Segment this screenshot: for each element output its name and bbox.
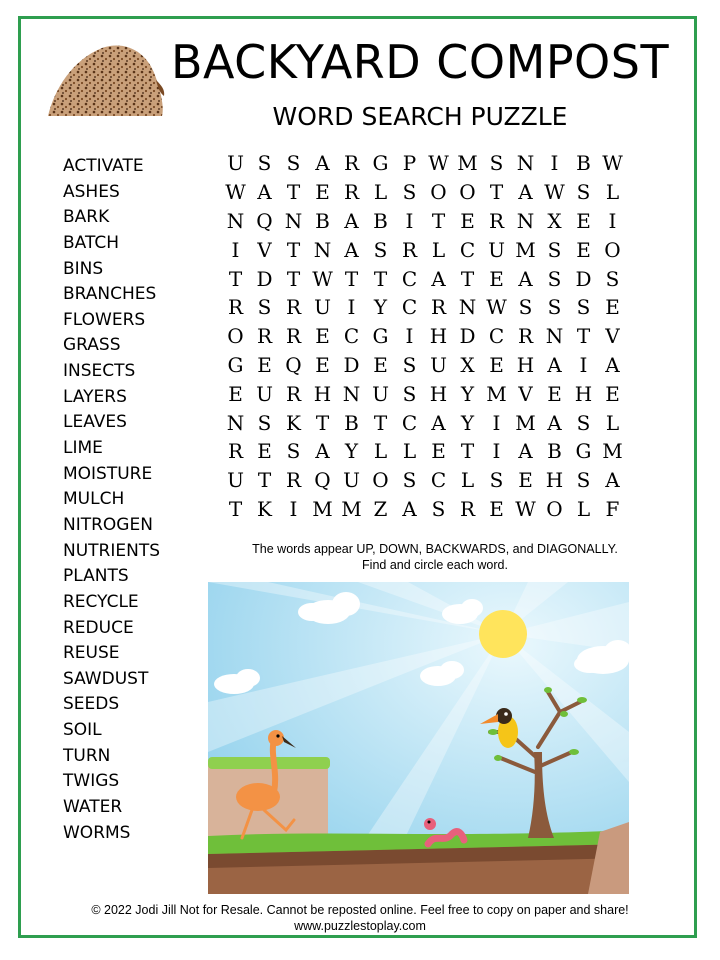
grid-letter[interactable]: H — [313, 381, 332, 406]
grid-letter[interactable]: H — [574, 381, 593, 406]
grid-letter[interactable]: A — [402, 496, 417, 521]
grid-letter[interactable]: T — [460, 439, 475, 464]
word-list-item: ACTIVATE — [63, 156, 144, 176]
grid-letter[interactable]: E — [547, 381, 562, 406]
grid-letter[interactable]: M — [515, 237, 536, 262]
page-subtitle: WORD SEARCH PUZZLE — [272, 102, 568, 131]
grid-letter[interactable]: E — [460, 208, 475, 233]
grid-letter[interactable]: E — [605, 295, 620, 320]
grid-row — [221, 235, 627, 264]
grid-letter[interactable]: L — [373, 180, 388, 205]
word-list-item: WORMS — [63, 822, 131, 843]
grid-letter[interactable]: U — [343, 468, 360, 493]
sun-icon — [479, 610, 527, 658]
grid-letter[interactable]: S — [605, 266, 620, 291]
grid-letter[interactable]: L — [373, 439, 388, 464]
grid-letter[interactable]: L — [431, 237, 446, 262]
word-list-item: PLANTS — [63, 566, 129, 587]
grid-letter[interactable]: H — [429, 324, 448, 349]
grid-letter[interactable]: E — [576, 208, 591, 233]
grid-letter[interactable]: T — [576, 324, 591, 349]
grid-letter[interactable]: D — [575, 266, 592, 291]
grid-letter[interactable]: S — [547, 295, 562, 320]
grid-letter[interactable]: S — [257, 410, 272, 435]
grid-letter[interactable]: S — [489, 151, 504, 176]
grid-row — [221, 322, 627, 351]
grid-letter[interactable]: H — [516, 352, 535, 377]
grid-letter[interactable]: M — [602, 439, 623, 464]
grid-letter[interactable]: G — [372, 151, 389, 176]
grid-letter[interactable]: S — [402, 381, 417, 406]
grid-letter[interactable]: I — [405, 324, 414, 349]
grid-letter[interactable]: R — [488, 208, 505, 233]
instructions-line-2: Find and circle each word. — [362, 558, 508, 572]
word-list-item: RECYCLE — [63, 591, 139, 612]
grid-letter[interactable]: C — [401, 410, 418, 435]
grid-letter[interactable]: S — [257, 151, 272, 176]
grid-letter[interactable]: S — [576, 468, 591, 493]
grid-letter[interactable]: N — [516, 208, 535, 233]
grid-letter[interactable]: N — [313, 237, 332, 262]
grid-letter[interactable]: E — [489, 352, 504, 377]
garden-scene-illustration — [208, 582, 629, 894]
grid-letter[interactable]: R — [256, 324, 273, 349]
grid-letter[interactable]: R — [517, 324, 534, 349]
grid-letter[interactable]: T — [373, 266, 388, 291]
grid-letter[interactable]: I — [492, 410, 501, 435]
grid-letter[interactable]: A — [344, 237, 359, 262]
grid-letter[interactable]: S — [576, 295, 591, 320]
grid-letter[interactable]: X — [460, 352, 475, 377]
grid-letter[interactable]: E — [315, 180, 330, 205]
grid-letter[interactable]: A — [431, 266, 446, 291]
grid-letter[interactable]: Y — [373, 295, 388, 320]
grid-letter[interactable]: B — [344, 410, 359, 435]
compost-pile-icon — [44, 38, 166, 120]
grid-letter[interactable]: D — [256, 266, 273, 291]
word-list-item: LIME — [63, 438, 103, 459]
word-list-item: BARK — [63, 207, 110, 228]
instructions — [210, 541, 660, 573]
grid-letter[interactable]: K — [286, 410, 301, 435]
grid-letter[interactable]: T — [228, 496, 243, 521]
grid-row — [221, 178, 627, 207]
grid-letter[interactable]: V — [257, 237, 272, 262]
grid-letter[interactable]: T — [286, 266, 301, 291]
word-list-item: LEAVES — [63, 412, 127, 433]
grid-letter[interactable]: N — [516, 151, 535, 176]
grid-letter[interactable]: R — [430, 295, 447, 320]
grid-row — [221, 149, 627, 178]
grid-letter[interactable]: N — [226, 410, 245, 435]
grid-letter[interactable]: A — [518, 439, 533, 464]
grid-letter[interactable]: R — [285, 468, 302, 493]
grid-letter[interactable]: R — [285, 324, 302, 349]
grid-letter[interactable]: A — [518, 266, 533, 291]
grid-letter[interactable]: B — [373, 208, 388, 233]
grid-letter[interactable]: T — [344, 266, 359, 291]
grid-letter[interactable]: U — [372, 381, 389, 406]
word-list-item: SAWDUST — [63, 668, 149, 689]
grid-letter[interactable]: V — [605, 324, 620, 349]
grid-letter[interactable]: D — [459, 324, 476, 349]
grid-letter[interactable]: S — [402, 468, 417, 493]
grid-letter[interactable]: O — [459, 180, 476, 205]
grid-letter[interactable]: S — [402, 352, 417, 377]
grid-letter[interactable]: A — [547, 352, 562, 377]
grid-letter[interactable]: S — [547, 237, 562, 262]
grid-letter[interactable]: C — [459, 237, 476, 262]
grid-letter[interactable]: E — [315, 324, 330, 349]
grid-letter[interactable]: W — [515, 496, 536, 521]
word-list-item: TURN — [63, 745, 111, 766]
grid-letter[interactable]: S — [489, 468, 504, 493]
word-list-item: MOISTURE — [63, 463, 153, 484]
grid-letter[interactable]: E — [228, 381, 243, 406]
grid-letter[interactable]: C — [488, 324, 505, 349]
grid-letter[interactable]: W — [428, 151, 449, 176]
word-list-item: BATCH — [63, 232, 120, 253]
grid-letter[interactable]: E — [576, 237, 591, 262]
word-list-item: SEEDS — [63, 694, 120, 715]
grid-letter[interactable]: E — [518, 468, 533, 493]
word-list-item: WATER — [63, 797, 123, 818]
grid-letter[interactable]: R — [459, 496, 476, 521]
grid-letter[interactable]: C — [343, 324, 360, 349]
word-list-item: TWIGS — [63, 771, 120, 792]
grid-letter[interactable]: S — [257, 295, 272, 320]
grid-letter[interactable]: E — [489, 496, 504, 521]
grid-letter[interactable]: G — [227, 352, 244, 377]
grid-letter[interactable]: H — [429, 381, 448, 406]
grid-letter[interactable]: N — [226, 208, 245, 233]
grid-letter[interactable]: S — [431, 496, 446, 521]
grid-letter[interactable]: I — [608, 208, 617, 233]
grid-letter[interactable]: M — [312, 496, 333, 521]
grid-letter[interactable]: T — [315, 410, 330, 435]
copyright-notice: © 2022 Jodi Jill Not for Resale. Cannot be reposted online. Feel free to copy on paper and share! — [91, 903, 629, 917]
grid-letter[interactable]: S — [576, 180, 591, 205]
grid-letter[interactable]: Q — [256, 208, 273, 233]
grid-letter[interactable]: A — [518, 180, 533, 205]
word-list-item: LAYERS — [63, 386, 127, 407]
grid-letter[interactable]: L — [605, 410, 620, 435]
grid-letter[interactable]: H — [545, 468, 564, 493]
grid-letter[interactable]: S — [402, 180, 417, 205]
word-list-item: INSECTS — [63, 361, 136, 382]
word-list-item: MULCH — [63, 489, 125, 510]
grid-letter[interactable]: C — [401, 266, 418, 291]
grid-letter[interactable]: D — [343, 352, 360, 377]
grid-letter[interactable]: K — [257, 496, 272, 521]
grid-letter[interactable]: Z — [373, 496, 388, 521]
grid-letter[interactable]: N — [458, 295, 477, 320]
instructions-line-1: The words appear UP, DOWN, BACKWARDS, and DIAGONALLY. — [252, 542, 618, 556]
grid-letter[interactable]: X — [547, 208, 562, 233]
grid-letter[interactable]: E — [373, 352, 388, 377]
word-list-item: FLOWERS — [63, 309, 146, 330]
grid-letter[interactable]: O — [546, 496, 563, 521]
grid-letter[interactable]: N — [545, 324, 564, 349]
grid-letter[interactable]: I — [289, 496, 298, 521]
grid-letter[interactable]: S — [576, 410, 591, 435]
grid-row — [221, 264, 627, 293]
grid-letter[interactable]: I — [579, 352, 588, 377]
grid-letter[interactable]: N — [284, 208, 303, 233]
word-list-item: BINS — [63, 258, 104, 279]
grid-letter[interactable]: T — [460, 266, 475, 291]
grid-letter[interactable]: U — [488, 237, 505, 262]
grid-letter[interactable]: W — [225, 180, 246, 205]
grid-letter[interactable]: C — [430, 468, 447, 493]
grid-row — [221, 437, 627, 466]
grid-letter[interactable]: S — [518, 295, 533, 320]
grid-letter[interactable]: O — [372, 468, 389, 493]
grid-row — [221, 379, 627, 408]
grid-letter[interactable]: T — [373, 410, 388, 435]
grid-letter[interactable]: G — [575, 439, 592, 464]
grid-letter[interactable]: R — [227, 439, 244, 464]
grid-letter[interactable]: Q — [314, 468, 331, 493]
grid-row — [221, 207, 627, 236]
word-list — [63, 154, 160, 846]
grid-letter[interactable]: T — [286, 237, 301, 262]
grid-letter[interactable]: U — [227, 468, 244, 493]
grid-letter[interactable]: W — [602, 151, 623, 176]
grid-letter[interactable]: U — [227, 151, 244, 176]
grid-letter[interactable]: O — [227, 324, 244, 349]
grid-letter[interactable]: R — [227, 295, 244, 320]
grid-letter[interactable]: W — [486, 295, 507, 320]
website-link[interactable]: www.puzzlestoplay.com — [294, 919, 426, 933]
grid-letter[interactable]: O — [604, 237, 621, 262]
word-list-item: NITROGEN — [63, 514, 153, 535]
grid-letter[interactable]: R — [343, 180, 360, 205]
grid-letter[interactable]: Y — [460, 410, 475, 435]
grid-letter[interactable]: A — [315, 151, 330, 176]
grid-letter[interactable]: N — [342, 381, 361, 406]
grid-row — [221, 466, 627, 495]
grid-row — [221, 351, 627, 380]
word-list-item: REDUCE — [63, 617, 134, 638]
grid-row — [221, 293, 627, 322]
grid-letter[interactable]: S — [373, 237, 388, 262]
grid-letter[interactable]: I — [492, 439, 501, 464]
grid-letter[interactable]: T — [228, 266, 243, 291]
word-list-item: GRASS — [63, 335, 121, 356]
grid-letter[interactable]: W — [312, 266, 333, 291]
grid-letter[interactable]: S — [286, 151, 301, 176]
grid-letter[interactable]: E — [605, 381, 620, 406]
grid-letter[interactable]: W — [544, 180, 565, 205]
grid-letter[interactable]: B — [547, 439, 562, 464]
grid-letter[interactable]: E — [489, 266, 504, 291]
grid-letter[interactable]: Y — [460, 381, 475, 406]
grid-letter[interactable]: E — [257, 439, 272, 464]
grid-letter[interactable]: B — [576, 151, 591, 176]
grid-letter[interactable]: I — [231, 237, 240, 262]
grid-letter[interactable]: I — [405, 208, 414, 233]
grid-letter[interactable]: B — [315, 208, 330, 233]
grid-letter[interactable]: L — [402, 439, 417, 464]
grid-letter[interactable]: I — [550, 151, 559, 176]
grid-letter[interactable]: E — [315, 352, 330, 377]
grid-letter[interactable]: Q — [285, 352, 302, 377]
grid-row — [221, 495, 627, 524]
grid-letter[interactable]: A — [431, 410, 446, 435]
grid-letter[interactable]: M — [515, 410, 536, 435]
word-list-item: SOIL — [63, 720, 102, 741]
grid-letter[interactable]: Y — [344, 439, 359, 464]
grid-letter[interactable]: A — [605, 468, 620, 493]
letter-grid — [221, 149, 627, 523]
grid-letter[interactable]: L — [460, 468, 475, 493]
grid-letter[interactable]: T — [489, 180, 504, 205]
page-title: BACKYARD COMPOST — [170, 35, 670, 89]
grid-letter[interactable]: R — [285, 295, 302, 320]
grid-letter[interactable]: S — [547, 266, 562, 291]
grid-letter[interactable]: M — [457, 151, 478, 176]
grid-letter[interactable]: T — [431, 208, 446, 233]
grid-letter[interactable]: C — [401, 295, 418, 320]
word-list-item: ASHES — [63, 181, 120, 202]
grid-letter[interactable]: O — [430, 180, 447, 205]
word-list-item: REUSE — [63, 643, 120, 664]
word-list-item: BRANCHES — [63, 284, 157, 305]
grid-letter[interactable]: F — [605, 496, 620, 521]
grid-letter[interactable]: U — [256, 381, 273, 406]
grid-letter[interactable]: A — [257, 180, 272, 205]
grid-letter[interactable]: G — [372, 324, 389, 349]
grid-letter[interactable]: V — [518, 381, 533, 406]
grid-letter[interactable]: I — [347, 295, 356, 320]
grid-letter[interactable]: L — [576, 496, 591, 521]
grid-letter[interactable]: U — [314, 295, 331, 320]
grid-letter[interactable]: E — [257, 352, 272, 377]
grid-letter[interactable]: A — [547, 410, 562, 435]
grid-letter[interactable]: M — [486, 381, 507, 406]
grid-letter[interactable]: R — [401, 237, 418, 262]
grid-letter[interactable]: T — [257, 468, 272, 493]
grid-letter[interactable]: P — [402, 151, 417, 176]
grid-letter[interactable]: E — [431, 439, 446, 464]
grid-letter[interactable]: R — [343, 151, 360, 176]
grid-row — [221, 408, 627, 437]
grid-letter[interactable]: A — [605, 352, 620, 377]
grid-letter[interactable]: R — [285, 381, 302, 406]
grid-letter[interactable]: U — [430, 352, 447, 377]
grid-letter[interactable]: A — [344, 208, 359, 233]
grid-letter[interactable]: T — [286, 180, 301, 205]
grid-letter[interactable]: A — [315, 439, 330, 464]
word-list-item: NUTRIENTS — [63, 540, 161, 561]
grid-letter[interactable]: M — [341, 496, 362, 521]
grid-letter[interactable]: S — [286, 439, 301, 464]
grid-letter[interactable]: L — [605, 180, 620, 205]
